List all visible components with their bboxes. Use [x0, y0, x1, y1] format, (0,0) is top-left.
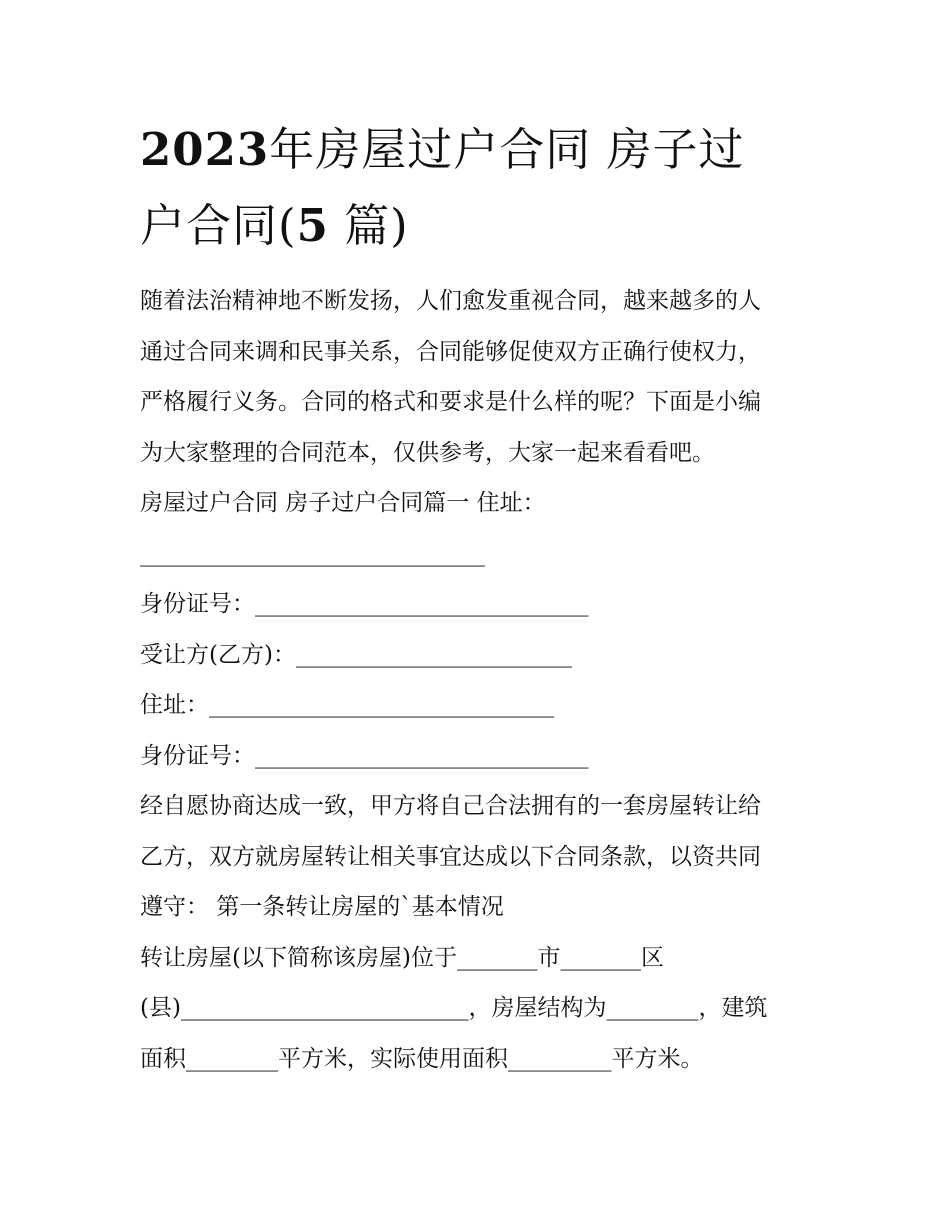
details-line: 转让房屋(以下简称该房屋)位于_______市_______区	[140, 944, 664, 971]
title-line2-b: 篇)	[328, 199, 409, 252]
details-line: 面积________平方米，实际使用面积_________平方米。	[140, 1045, 704, 1072]
intro-line: 通过合同来调和民事关系，合同能够促使双方正确行使权力，	[140, 338, 761, 365]
field-id-number-2: 身份证号：_____________________________	[140, 742, 589, 769]
agreement-line: 经自愿协商达成一致，甲方将自己合法拥有的一套房屋转让给	[140, 793, 761, 819]
blank-line: ______________________________	[140, 540, 485, 567]
field-id-number: 身份证号：_____________________________	[140, 591, 589, 617]
field-address: 住址：______________________________	[140, 692, 554, 718]
title-line2-a: 户合同(	[140, 199, 297, 252]
details-line: (县)_________________________，房屋结构为________，建筑	[140, 995, 768, 1021]
document-title	[140, 112, 820, 264]
agreement-line: 遵守： 第一条转让房屋的`基本情况	[140, 894, 504, 920]
title-line1: 年房屋过户合同 房子过	[269, 123, 745, 176]
intro-line: 为大家整理的合同范本，仅供参考，大家一起来看看吧。	[140, 439, 715, 466]
field-transferee: 受让方(乙方)：________________________	[140, 641, 572, 668]
title-year: 2023	[140, 123, 270, 176]
document-body	[140, 276, 830, 1084]
intro-line: 随着法治精神地不断发扬，人们愈发重视合同，越来越多的人	[140, 288, 761, 314]
title-line2-num: 5	[296, 199, 329, 252]
section-heading: 房屋过户合同 房子过户合同篇一 住址：	[140, 490, 546, 516]
agreement-line: 乙方，双方就房屋转让相关事宜达成以下合同条款，以资共同	[140, 843, 761, 870]
intro-line: 严格履行义务。合同的格式和要求是什么样的呢？下面是小编	[140, 389, 761, 415]
